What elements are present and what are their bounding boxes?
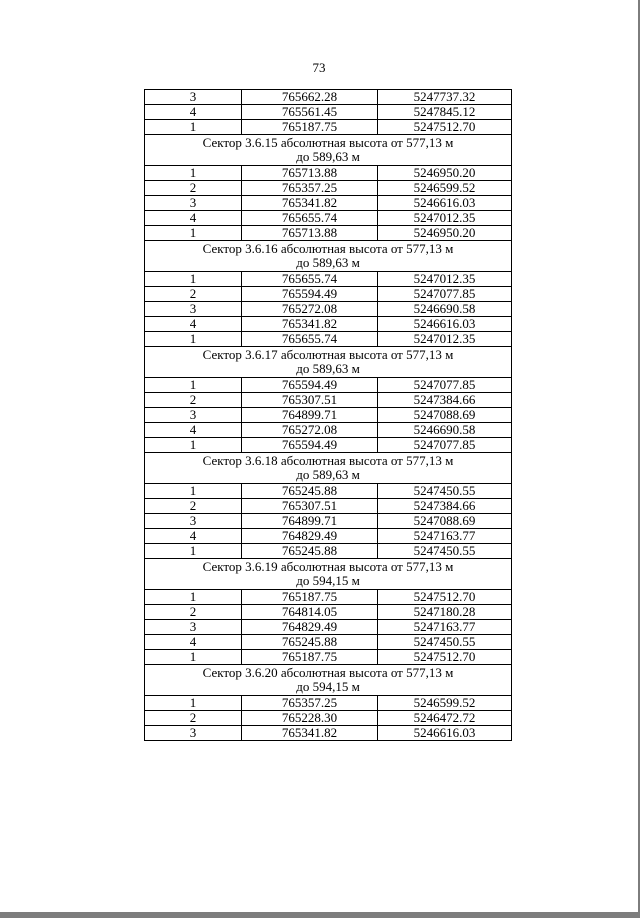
sector-height-range: до 589,63 м	[296, 467, 360, 482]
table-row	[145, 620, 512, 635]
point-number-cell: 3	[145, 514, 242, 529]
point-number-cell: 2	[145, 711, 242, 726]
x-coordinate-cell: 765341.82	[242, 196, 378, 211]
y-coordinate-cell: 5246690.58	[378, 423, 512, 438]
point-number-cell: 3	[145, 302, 242, 317]
table-row	[145, 272, 512, 287]
sector-header-cell	[145, 453, 512, 484]
y-coordinate-cell: 5246472.72	[378, 711, 512, 726]
y-coordinate-cell: 5247163.77	[378, 529, 512, 544]
x-coordinate-cell: 765272.08	[242, 302, 378, 317]
table-row	[145, 332, 512, 347]
point-number-cell: 2	[145, 393, 242, 408]
sector-header-row	[145, 453, 512, 484]
y-coordinate-cell: 5247012.35	[378, 211, 512, 226]
sector-header-cell	[145, 241, 512, 272]
y-coordinate-cell: 5247450.55	[378, 544, 512, 559]
x-coordinate-cell: 765341.82	[242, 726, 378, 741]
point-number-cell: 3	[145, 90, 242, 105]
point-number-cell: 2	[145, 605, 242, 620]
y-coordinate-cell: 5247163.77	[378, 620, 512, 635]
table-row	[145, 590, 512, 605]
point-number-cell: 1	[145, 438, 242, 453]
table-row	[145, 605, 512, 620]
x-coordinate-cell: 765357.25	[242, 696, 378, 711]
x-coordinate-cell: 764829.49	[242, 620, 378, 635]
sector-height-range: до 594,15 м	[296, 679, 360, 694]
sector-title: Сектор 3.6.17 абсолютная высота от 577,13 м	[202, 347, 454, 362]
point-number-cell: 1	[145, 544, 242, 559]
sector-height-range: до 589,63 м	[296, 255, 360, 270]
table-row	[145, 711, 512, 726]
point-number-cell: 1	[145, 378, 242, 393]
sector-title: Сектор 3.6.15 абсолютная высота от 577,13 м	[202, 135, 454, 150]
x-coordinate-cell: 764899.71	[242, 514, 378, 529]
y-coordinate-cell: 5247384.66	[378, 393, 512, 408]
table-row	[145, 211, 512, 226]
table-row	[145, 105, 512, 120]
y-coordinate-cell: 5246616.03	[378, 196, 512, 211]
sector-header-cell	[145, 135, 512, 166]
table-row	[145, 529, 512, 544]
y-coordinate-cell: 5247384.66	[378, 499, 512, 514]
point-number-cell: 1	[145, 590, 242, 605]
sector-height-range: до 589,63 м	[296, 361, 360, 376]
x-coordinate-cell: 765307.51	[242, 499, 378, 514]
table-row	[145, 317, 512, 332]
page-number: 73	[312, 60, 326, 75]
x-coordinate-cell: 765655.74	[242, 272, 378, 287]
table-row	[145, 499, 512, 514]
x-coordinate-cell: 765245.88	[242, 635, 378, 650]
y-coordinate-cell: 5246599.52	[378, 181, 512, 196]
sector-header-row	[145, 559, 512, 590]
x-coordinate-cell: 765594.49	[242, 287, 378, 302]
x-coordinate-cell: 765245.88	[242, 544, 378, 559]
coordinates-table	[144, 89, 512, 741]
sector-header-row	[145, 665, 512, 696]
sector-height-range: до 589,63 м	[296, 149, 360, 164]
y-coordinate-cell: 5247737.32	[378, 90, 512, 105]
y-coordinate-cell: 5247088.69	[378, 514, 512, 529]
sector-title: Сектор 3.6.18 абсолютная высота от 577,13 м	[202, 453, 454, 468]
table-row	[145, 544, 512, 559]
point-number-cell: 4	[145, 211, 242, 226]
point-number-cell: 1	[145, 650, 242, 665]
point-number-cell: 2	[145, 287, 242, 302]
x-coordinate-cell: 765272.08	[242, 423, 378, 438]
x-coordinate-cell: 765594.49	[242, 378, 378, 393]
table-row	[145, 438, 512, 453]
table-row	[145, 635, 512, 650]
y-coordinate-cell: 5246616.03	[378, 317, 512, 332]
y-coordinate-cell: 5246950.20	[378, 226, 512, 241]
y-coordinate-cell: 5247077.85	[378, 438, 512, 453]
sector-header-row	[145, 241, 512, 272]
y-coordinate-cell: 5247450.55	[378, 484, 512, 499]
table-row	[145, 514, 512, 529]
sector-header-row	[145, 135, 512, 166]
y-coordinate-cell: 5247077.85	[378, 287, 512, 302]
point-number-cell: 4	[145, 423, 242, 438]
x-coordinate-cell: 765341.82	[242, 317, 378, 332]
y-coordinate-cell: 5247088.69	[378, 408, 512, 423]
point-number-cell: 1	[145, 484, 242, 499]
table-row	[145, 287, 512, 302]
x-coordinate-cell: 765662.28	[242, 90, 378, 105]
coordinates-table-body	[145, 90, 512, 741]
table-row	[145, 423, 512, 438]
x-coordinate-cell: 765357.25	[242, 181, 378, 196]
table-row	[145, 302, 512, 317]
x-coordinate-cell: 765561.45	[242, 105, 378, 120]
x-coordinate-cell: 764829.49	[242, 529, 378, 544]
point-number-cell: 4	[145, 105, 242, 120]
point-number-cell: 4	[145, 635, 242, 650]
x-coordinate-cell: 765187.75	[242, 650, 378, 665]
table-row	[145, 90, 512, 105]
y-coordinate-cell: 5247077.85	[378, 378, 512, 393]
table-row	[145, 650, 512, 665]
table-row	[145, 196, 512, 211]
table-row	[145, 181, 512, 196]
point-number-cell: 1	[145, 332, 242, 347]
x-coordinate-cell: 765228.30	[242, 711, 378, 726]
point-number-cell: 3	[145, 408, 242, 423]
point-number-cell: 4	[145, 529, 242, 544]
x-coordinate-cell: 765307.51	[242, 393, 378, 408]
x-coordinate-cell: 765245.88	[242, 484, 378, 499]
sector-header-cell	[145, 665, 512, 696]
table-row	[145, 166, 512, 181]
y-coordinate-cell: 5247845.12	[378, 105, 512, 120]
y-coordinate-cell: 5246616.03	[378, 726, 512, 741]
sector-title: Сектор 3.6.19 абсолютная высота от 577,13 м	[202, 559, 454, 574]
y-coordinate-cell: 5247012.35	[378, 332, 512, 347]
y-coordinate-cell: 5247512.70	[378, 590, 512, 605]
point-number-cell: 3	[145, 196, 242, 211]
table-row	[145, 378, 512, 393]
x-coordinate-cell: 765713.88	[242, 226, 378, 241]
sector-height-range: до 594,15 м	[296, 573, 360, 588]
y-coordinate-cell: 5247180.28	[378, 605, 512, 620]
point-number-cell: 1	[145, 272, 242, 287]
point-number-cell: 2	[145, 181, 242, 196]
x-coordinate-cell: 765187.75	[242, 590, 378, 605]
y-coordinate-cell: 5246950.20	[378, 166, 512, 181]
x-coordinate-cell: 764899.71	[242, 408, 378, 423]
sector-header-cell	[145, 347, 512, 378]
sector-header-row	[145, 347, 512, 378]
point-number-cell: 1	[145, 226, 242, 241]
x-coordinate-cell: 765713.88	[242, 166, 378, 181]
table-row	[145, 726, 512, 741]
y-coordinate-cell: 5247512.70	[378, 120, 512, 135]
point-number-cell: 4	[145, 317, 242, 332]
point-number-cell: 3	[145, 726, 242, 741]
sector-title: Сектор 3.6.16 абсолютная высота от 577,13 м	[202, 241, 454, 256]
y-coordinate-cell: 5247450.55	[378, 635, 512, 650]
point-number-cell: 1	[145, 120, 242, 135]
x-coordinate-cell: 765655.74	[242, 332, 378, 347]
x-coordinate-cell: 764814.05	[242, 605, 378, 620]
table-row	[145, 120, 512, 135]
point-number-cell: 2	[145, 499, 242, 514]
table-row	[145, 484, 512, 499]
table-row	[145, 393, 512, 408]
table-row	[145, 408, 512, 423]
point-number-cell: 3	[145, 620, 242, 635]
point-number-cell: 1	[145, 166, 242, 181]
sector-title: Сектор 3.6.20 абсолютная высота от 577,13 м	[202, 665, 454, 680]
sector-header-cell	[145, 559, 512, 590]
table-row	[145, 226, 512, 241]
x-coordinate-cell: 765187.75	[242, 120, 378, 135]
x-coordinate-cell: 765655.74	[242, 211, 378, 226]
y-coordinate-cell: 5246690.58	[378, 302, 512, 317]
table-row	[145, 696, 512, 711]
y-coordinate-cell: 5247512.70	[378, 650, 512, 665]
x-coordinate-cell: 765594.49	[242, 438, 378, 453]
y-coordinate-cell: 5247012.35	[378, 272, 512, 287]
point-number-cell: 1	[145, 696, 242, 711]
y-coordinate-cell: 5246599.52	[378, 696, 512, 711]
